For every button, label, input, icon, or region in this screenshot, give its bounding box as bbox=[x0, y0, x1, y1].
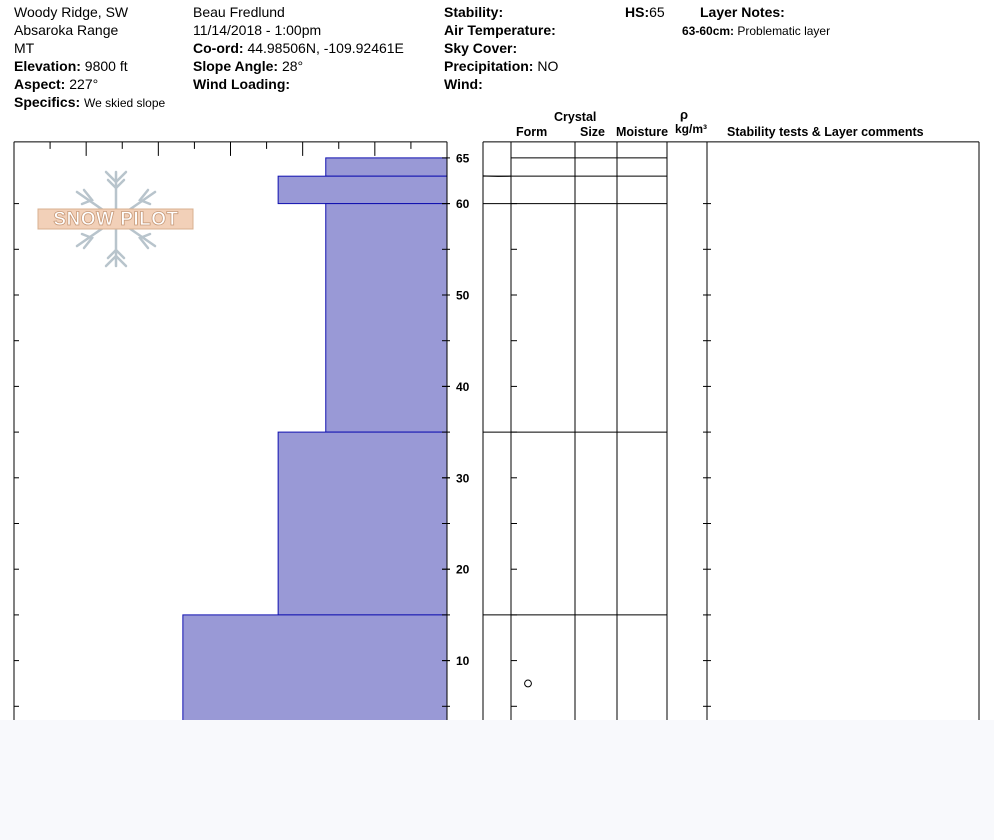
location-name: Woody Ridge, SW bbox=[14, 4, 129, 20]
mountain-range: Absaroka Range bbox=[14, 22, 119, 38]
aspect-value: 227° bbox=[69, 76, 99, 92]
height-tick-label: 20 bbox=[456, 562, 470, 577]
moisture-header: Moisture bbox=[616, 125, 669, 139]
wind-loading-label: Wind Loading: bbox=[193, 76, 291, 92]
observer-name: Beau Fredlund bbox=[193, 4, 285, 20]
layer-note-text: Problematic layer bbox=[737, 24, 831, 38]
slope-label: Slope Angle: bbox=[193, 58, 279, 74]
specifics-label: Specifics: bbox=[14, 94, 81, 110]
slope-value: 28° bbox=[281, 58, 304, 74]
crystal-form-symbols bbox=[525, 680, 532, 687]
layer-note-range: 63-60cm: bbox=[682, 24, 735, 38]
observation-datetime: 11/14/2018 - 1:00pm bbox=[193, 22, 322, 38]
crystal-header: Crystal bbox=[554, 110, 597, 124]
height-tick-label: 50 bbox=[456, 288, 470, 303]
rounded-grain-symbol bbox=[525, 680, 532, 687]
hardness-bar-1 bbox=[278, 176, 447, 203]
logo-text: SNOW PILOT bbox=[53, 209, 179, 230]
hardness-bar-2 bbox=[326, 204, 447, 433]
height-tick-label: 10 bbox=[456, 654, 470, 669]
crystal-table bbox=[483, 142, 979, 720]
height-tick-label: 30 bbox=[456, 471, 470, 486]
precip-value: NO bbox=[537, 58, 559, 74]
hs-label: HS: bbox=[625, 4, 650, 20]
height-tick-label: 40 bbox=[456, 379, 470, 394]
density-rho-header: ρ bbox=[680, 107, 689, 122]
precip-label: Precipitation: bbox=[444, 58, 534, 74]
coord-value: 44.98506N, -109.92461E bbox=[247, 40, 404, 56]
hardness-bars bbox=[183, 158, 447, 720]
size-header: Size bbox=[580, 125, 606, 139]
density-unit-header: kg/m³ bbox=[675, 122, 708, 136]
comments-header: Stability tests & Layer comments bbox=[727, 125, 924, 139]
state: MT bbox=[14, 40, 35, 56]
wind-label: Wind: bbox=[444, 76, 483, 92]
elevation-label: Elevation: bbox=[14, 58, 81, 74]
stability-label: Stability: bbox=[444, 4, 504, 20]
hardness-bar-4 bbox=[183, 615, 447, 720]
layer-notes-label: Layer Notes: bbox=[700, 4, 785, 20]
hs-value: 65 bbox=[649, 4, 665, 20]
air-temp-label: Air Temperature: bbox=[444, 22, 556, 38]
layer-connector-top bbox=[483, 176, 511, 177]
height-tick-label: 60 bbox=[456, 197, 470, 212]
sky-cover-label: Sky Cover: bbox=[444, 40, 518, 56]
hardness-bar-3 bbox=[278, 432, 447, 615]
height-tick-label: 65 bbox=[456, 151, 470, 166]
aspect-label: Aspect: bbox=[14, 76, 66, 92]
elevation-value: 9800 ft bbox=[84, 58, 128, 74]
specifics-value: We skied slope bbox=[84, 96, 166, 110]
hardness-bar-0 bbox=[326, 158, 447, 176]
form-header: Form bbox=[516, 125, 548, 139]
coord-label: Co-ord: bbox=[193, 40, 244, 56]
